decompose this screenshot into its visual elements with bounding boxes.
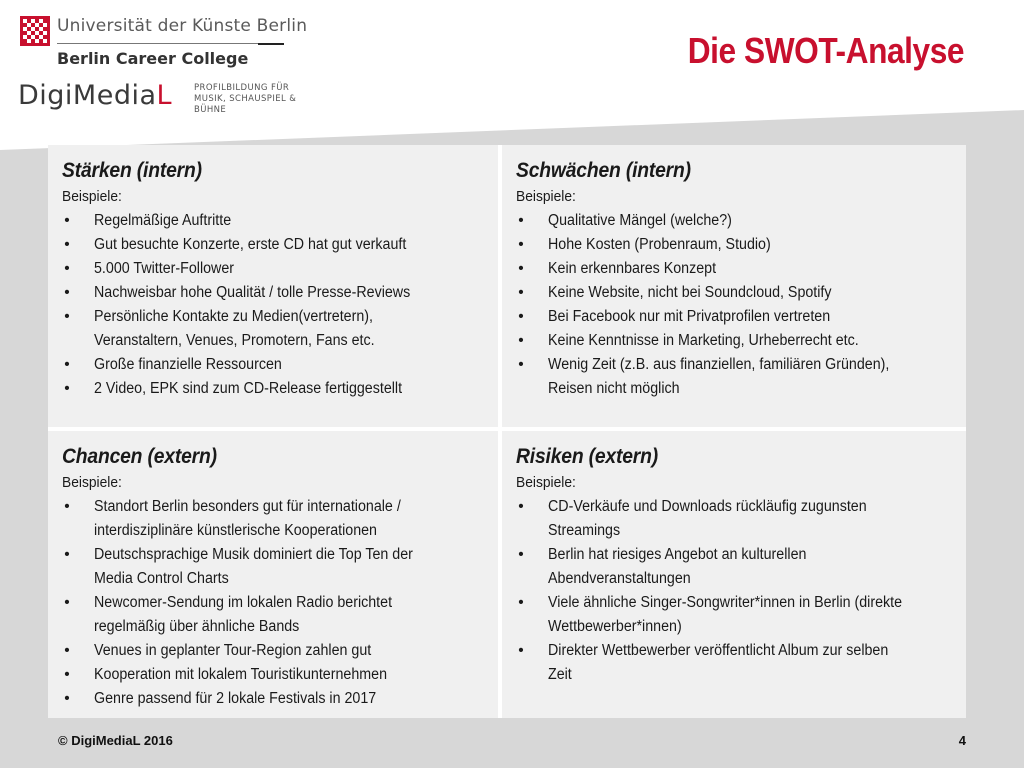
- list-item: [516, 305, 936, 329]
- list-item-text: Wenig Zeit (z.B. aus finanziellen, familiären Gründen), Reisen nicht möglich: [548, 356, 890, 397]
- swot-heading: Schwächen (intern): [516, 159, 691, 182]
- list-item: [62, 495, 482, 543]
- bullet-icon: •: [64, 690, 70, 707]
- swot-examples-label: Beispiele:: [62, 474, 122, 491]
- list-item-text: Newcomer-Sendung im lokalen Radio berichtet regelmäßig über ähnliche Bands: [94, 594, 393, 635]
- bullet-icon: •: [64, 380, 70, 397]
- list-item: [516, 591, 936, 639]
- list-item-text: Keine Website, nicht bei Soundcloud, Spotify: [548, 284, 832, 301]
- list-item-text: CD-Verkäufe und Downloads rückläufig zugunsten Streamings: [548, 498, 867, 539]
- swot-threats: [502, 431, 966, 718]
- swot-list: [62, 209, 498, 401]
- list-item-text: Keine Kenntnisse in Marketing, Urheberrecht etc.: [548, 332, 859, 349]
- list-item-text: Persönliche Kontakte zu Medien(vertretern), Veranstaltern, Venues, Promotern, Fans etc.: [94, 308, 375, 349]
- bullet-icon: •: [64, 284, 70, 301]
- swot-list: [516, 495, 966, 687]
- swot-heading: Chancen (extern): [62, 445, 217, 468]
- list-item: [62, 591, 482, 639]
- list-item: [62, 639, 482, 663]
- list-item-text: Venues in geplanter Tour-Region zahlen gut: [94, 642, 372, 659]
- list-item: [516, 233, 936, 257]
- list-item: [516, 353, 936, 401]
- udk-mark-icon: [20, 16, 50, 46]
- list-item-text: Regelmäßige Auftritte: [94, 212, 232, 229]
- digimedial-wordmark-prefix: DigiMedia: [18, 80, 157, 111]
- swot-opportunities: [48, 431, 498, 718]
- bullet-icon: •: [64, 594, 70, 611]
- list-item: [62, 233, 482, 257]
- swot-examples-label: Beispiele:: [516, 188, 576, 205]
- bullet-icon: •: [518, 260, 524, 277]
- bullet-icon: •: [64, 498, 70, 515]
- swot-heading: Stärken (intern): [62, 159, 202, 182]
- bullet-icon: •: [518, 212, 524, 229]
- bullet-icon: •: [64, 356, 70, 373]
- bullet-icon: •: [64, 236, 70, 253]
- list-item-text: Kooperation mit lokalem Touristikunternehmen: [94, 666, 388, 683]
- swot-heading: Risiken (extern): [516, 445, 659, 468]
- list-item: [516, 209, 936, 233]
- list-item: [62, 305, 482, 353]
- swot-weaknesses: [502, 145, 966, 427]
- list-item-text: Große finanzielle Ressourcen: [94, 356, 282, 373]
- list-item-text: Nachweisbar hohe Qualität / tolle Presse-Reviews: [94, 284, 411, 301]
- digimedial-tagline: PROFILBILDUNG FÜR MUSIK, SCHAUSPIEL & BÜHNE: [194, 83, 297, 115]
- list-item-text: Direkter Wettbewerber veröffentlicht Album zur selben Zeit: [548, 642, 889, 683]
- bullet-icon: •: [518, 546, 524, 563]
- page-number: 4: [958, 733, 966, 748]
- bullet-icon: •: [64, 308, 70, 325]
- header-wedge: [0, 110, 1024, 150]
- udk-logo: [20, 16, 310, 76]
- list-item-text: Hohe Kosten (Probenraum, Studio): [548, 236, 771, 253]
- list-item-text: Gut besuchte Konzerte, erste CD hat gut verkauft: [94, 236, 407, 253]
- footer-copyright: © DigiMediaL 2016: [58, 733, 173, 748]
- digimedial-wordmark: [18, 80, 172, 111]
- bullet-icon: •: [518, 594, 524, 611]
- list-item: [62, 377, 482, 401]
- swot-examples-label: Beispiele:: [62, 188, 122, 205]
- bullet-icon: •: [64, 212, 70, 229]
- list-item-text: Viele ähnliche Singer-Songwriter*innen in Berlin (direkte Wettbewerber*innen): [548, 594, 903, 635]
- list-item-text: 2 Video, EPK sind zum CD-Release fertiggestellt: [94, 380, 403, 397]
- swot-examples-label: Beispiele:: [516, 474, 576, 491]
- list-item: [62, 687, 482, 711]
- swot-strengths: [48, 145, 498, 427]
- college-name: Berlin Career College: [57, 49, 249, 68]
- list-item: [516, 329, 936, 353]
- list-item: [62, 257, 482, 281]
- list-item: [516, 639, 936, 687]
- bullet-icon: •: [518, 642, 524, 659]
- bullet-icon: •: [518, 236, 524, 253]
- list-item-text: Genre passend für 2 lokale Festivals in 2017: [94, 690, 377, 707]
- bullet-icon: •: [518, 356, 524, 373]
- list-item: [62, 353, 482, 377]
- swot-list: [62, 495, 498, 711]
- bullet-icon: •: [64, 546, 70, 563]
- university-name: Universität der Künste Berlin: [57, 16, 308, 36]
- list-item-text: Bei Facebook nur mit Privatprofilen vertreten: [548, 308, 831, 325]
- bullet-icon: •: [518, 332, 524, 349]
- list-item-text: Qualitative Mängel (welche?): [548, 212, 732, 229]
- bullet-icon: •: [64, 642, 70, 659]
- list-item-text: Kein erkennbares Konzept: [548, 260, 717, 277]
- logo-divider-accent: [258, 43, 284, 45]
- digimedial-wordmark-suffix: L: [156, 80, 173, 111]
- digimedial-logo: [18, 80, 318, 115]
- list-item: [62, 281, 482, 305]
- bullet-icon: •: [518, 284, 524, 301]
- slide-title: Die SWOT-Analyse: [687, 30, 964, 71]
- bullet-icon: •: [518, 308, 524, 325]
- list-item: [516, 257, 936, 281]
- list-item: [62, 543, 482, 591]
- list-item: [516, 281, 936, 305]
- list-item-text: Deutschsprachige Musik dominiert die Top Ten der Media Control Charts: [94, 546, 413, 587]
- list-item-text: 5.000 Twitter-Follower: [94, 260, 235, 277]
- swot-list: [516, 209, 966, 401]
- list-item: [516, 543, 936, 591]
- swot-grid: [48, 145, 966, 718]
- list-item-text: Berlin hat riesiges Angebot an kulturellen Abendveranstaltungen: [548, 546, 807, 587]
- list-item: [62, 209, 482, 233]
- list-item: [62, 663, 482, 687]
- list-item: [516, 495, 936, 543]
- list-item-text: Standort Berlin besonders gut für internationale / interdisziplinäre künstlerische Kooperationen: [94, 498, 401, 539]
- logo-divider: [57, 43, 275, 44]
- bullet-icon: •: [64, 260, 70, 277]
- bullet-icon: •: [64, 666, 70, 683]
- bullet-icon: •: [518, 498, 524, 515]
